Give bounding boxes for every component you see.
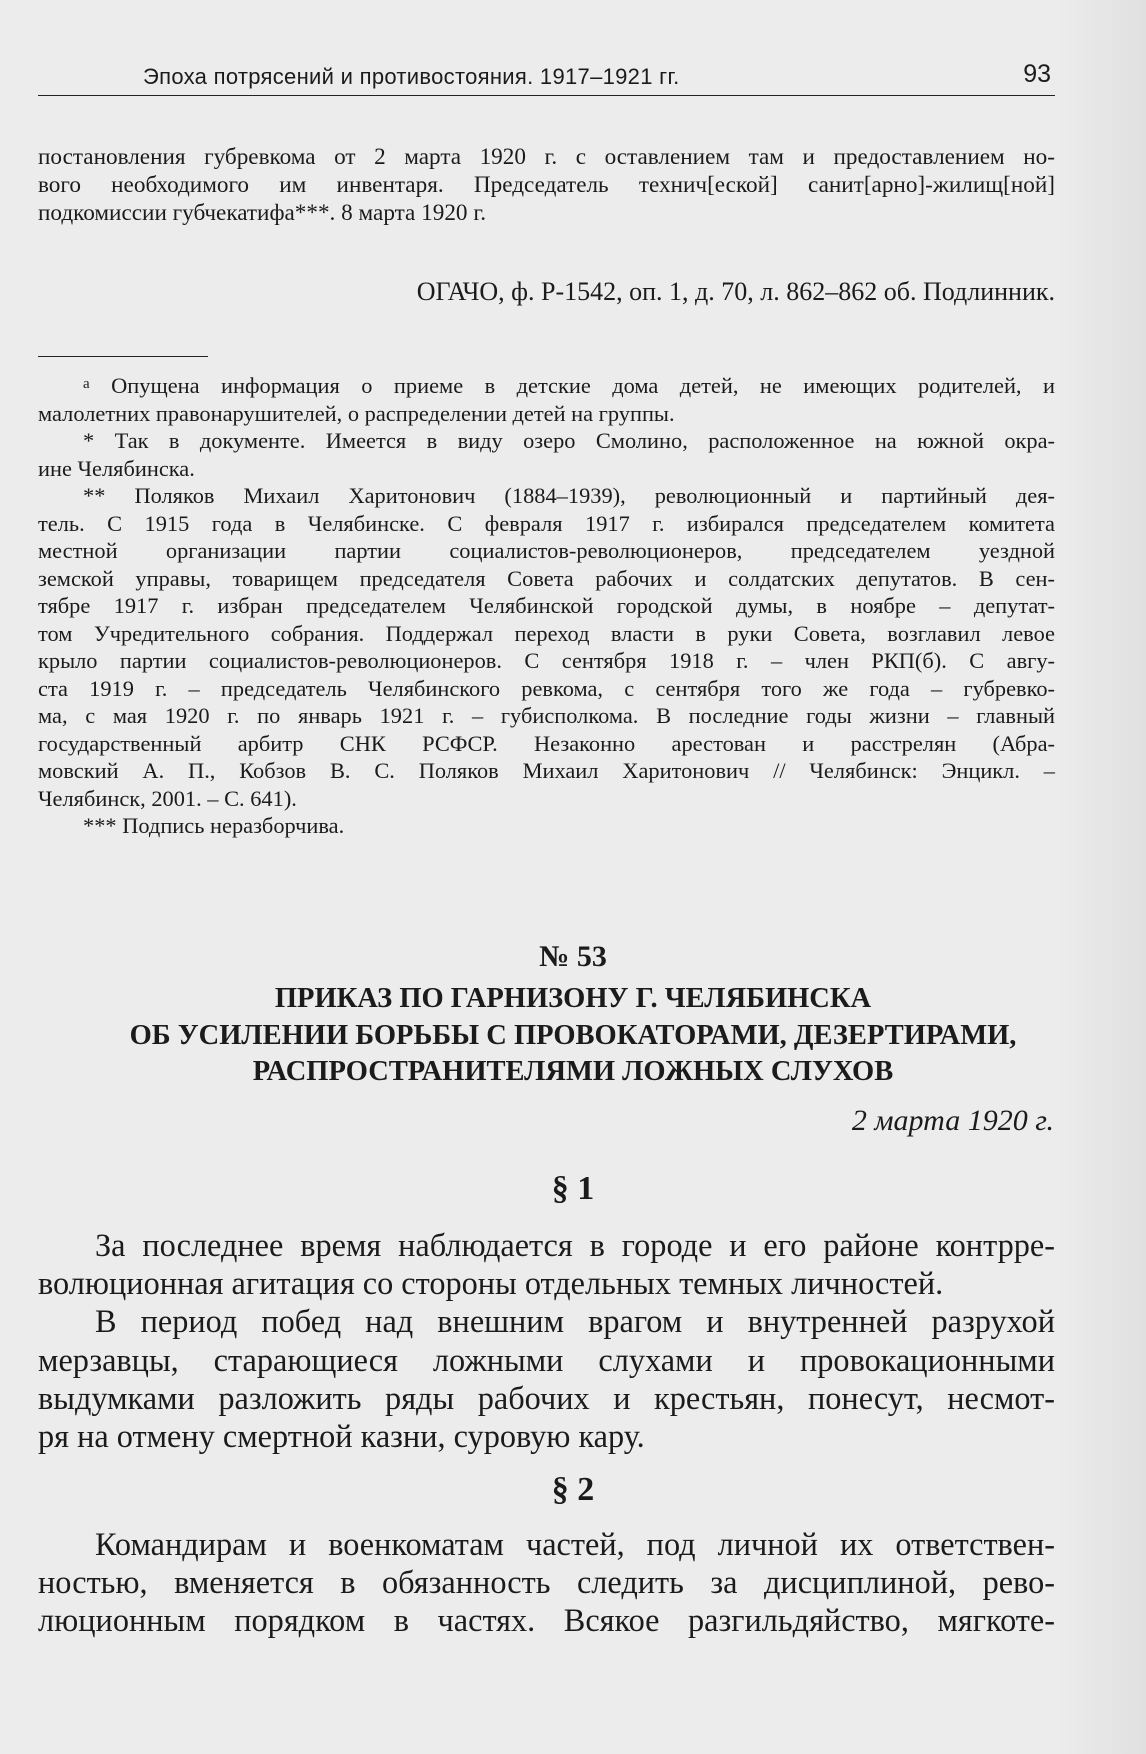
footnote-rule: [38, 356, 208, 357]
text-line: крыло партии социалистов-революционеров. С сентября 1918 г. – член РКП(б). С авгу-: [38, 648, 1055, 673]
text-line: мерзавцы, старающиеся ложными слухами и провокационными: [38, 1341, 1055, 1378]
section-mark-2: § 2: [551, 1471, 595, 1508]
previous-document-ending: [38, 143, 1055, 227]
paragraph: [38, 1302, 1055, 1455]
text-line: мовский А. П., Кобзов В. С. Поляков Михаил Харитонович // Челябинск: Энцикл. –: [38, 758, 1055, 783]
text-line: ста 1919 г. – председатель Челябинского ревкома, с сентября того же года – губревко-: [38, 675, 1055, 701]
text-line: вого необходимого им инвентаря. Председатель технич[еской] санит[арно]-жилищ[ной]: [38, 172, 1055, 198]
document-title-line: РАСПРОСТРАНИТЕЛЯМИ ЛОЖНЫХ СЛУХОВ: [252, 1056, 894, 1087]
text-line: государственный арбитр СНК РСФСР. Незаконно арестован и расстрелян (Абра-: [38, 730, 1055, 756]
footnote-marker: ***: [83, 813, 117, 838]
paragraph: [38, 1525, 1055, 1640]
text-line: Опущена информация о приеме в детские дома детей, не имеющих родителей, и: [111, 373, 1055, 398]
section-2-text: [38, 1525, 1055, 1640]
document-title: [50, 981, 1096, 1091]
section-1-text: [38, 1226, 1055, 1455]
text-line: тябре 1917 г. избран председателем Челябинской городской думы, в ноябре – депутат-: [38, 593, 1055, 618]
text-line: земской управы, товарищем председателя Совета рабочих и солдатских депутатов. В сен-: [38, 565, 1055, 591]
text-line: ря на отмену смертной казни, суровую кару.: [38, 1418, 645, 1455]
text-line: Командирам и военкоматам частей, под личной их ответствен-: [95, 1526, 1055, 1562]
text-line: тель. С 1915 года в Челябинске. С февраля 1917 г. избирался председателем комитета: [38, 510, 1055, 536]
text-line: малолетних правонарушителей, о распределении детей на группы.: [38, 400, 675, 426]
paragraph: [38, 1226, 1055, 1302]
running-title: Эпоха потрясений и противостояния. 1917–1921 гг.: [143, 64, 680, 89]
text-line: Подпись неразборчива.: [122, 813, 345, 838]
footnotes: [38, 371, 1055, 840]
document-title-line: ОБ УСИЛЕНИИ БОРЬБЫ С ПРОВОКАТОРАМИ, ДЕЗЕРТИРАМИ,: [129, 1019, 1017, 1051]
text-line: люционным порядком в частях. Всякое разгильдяйство, мягкоте-: [38, 1602, 1055, 1639]
running-header: [38, 58, 1055, 98]
page-number: 93: [1023, 60, 1051, 88]
text-line: ностью, вменяется в обязанность следить за дисциплиной, рево-: [38, 1564, 1055, 1601]
document-title-line: ПРИКАЗ ПО ГАРНИЗОНУ Г. ЧЕЛЯБИНСКА: [274, 983, 872, 1014]
document-date: 2 марта 1920 г.: [851, 1104, 1054, 1137]
text-line: волюционная агитация со стороны отдельных темных личностей.: [38, 1265, 944, 1302]
header-rule: [38, 95, 1055, 96]
text-line: ма, с мая 1920 г. по январь 1921 г. – губисполкома. В последние годы жизни – главный: [38, 703, 1055, 728]
text-line: ине Челябинска.: [38, 455, 195, 481]
text-line: постановления губревкома от 2 марта 1920 г. с оставлением там и предоставлением но-: [38, 144, 1055, 170]
text-line: Поляков Михаил Харитонович (1884–1939), революционный и партийный дея-: [134, 483, 1055, 508]
text-line: том Учредительного собрания. Поддержал переход власти в руки Совета, возглавил левое: [38, 620, 1055, 646]
footnote-a: [38, 371, 1055, 427]
footnote-1: [38, 427, 1055, 482]
text-line: местной организации партии социалистов-революционеров, председателем уездной: [38, 538, 1055, 563]
footnote-marker: *: [83, 428, 95, 453]
footnote-2: [38, 482, 1055, 812]
text-line: выдумками разложить ряды рабочих и крестьян, понесут, несмот-: [38, 1379, 1055, 1416]
text-line: подкомиссии губчекатифа***. 8 марта 1920 г.: [38, 200, 487, 226]
text-line: Челябинск, 2001. – С. 641).: [38, 785, 297, 811]
footnote-3: [38, 812, 1055, 840]
text-line: В период побед над внешним врагом и внутренней разрухой: [95, 1303, 1055, 1340]
document-number: № 53: [539, 940, 607, 973]
footnote-marker: **: [83, 483, 106, 508]
footnote-marker: а: [83, 376, 90, 392]
section-mark-1: § 1: [551, 1170, 595, 1207]
text-line: Так в документе. Имеется в виду озеро Смолино, расположенное на южной окра-: [114, 428, 1055, 453]
text-line: За последнее время наблюдается в городе и его районе контрре-: [95, 1227, 1055, 1263]
archive-source: ОГАЧО, ф. Р-1542, оп. 1, д. 70, л. 862–862 об. Подлинник.: [416, 277, 1055, 306]
